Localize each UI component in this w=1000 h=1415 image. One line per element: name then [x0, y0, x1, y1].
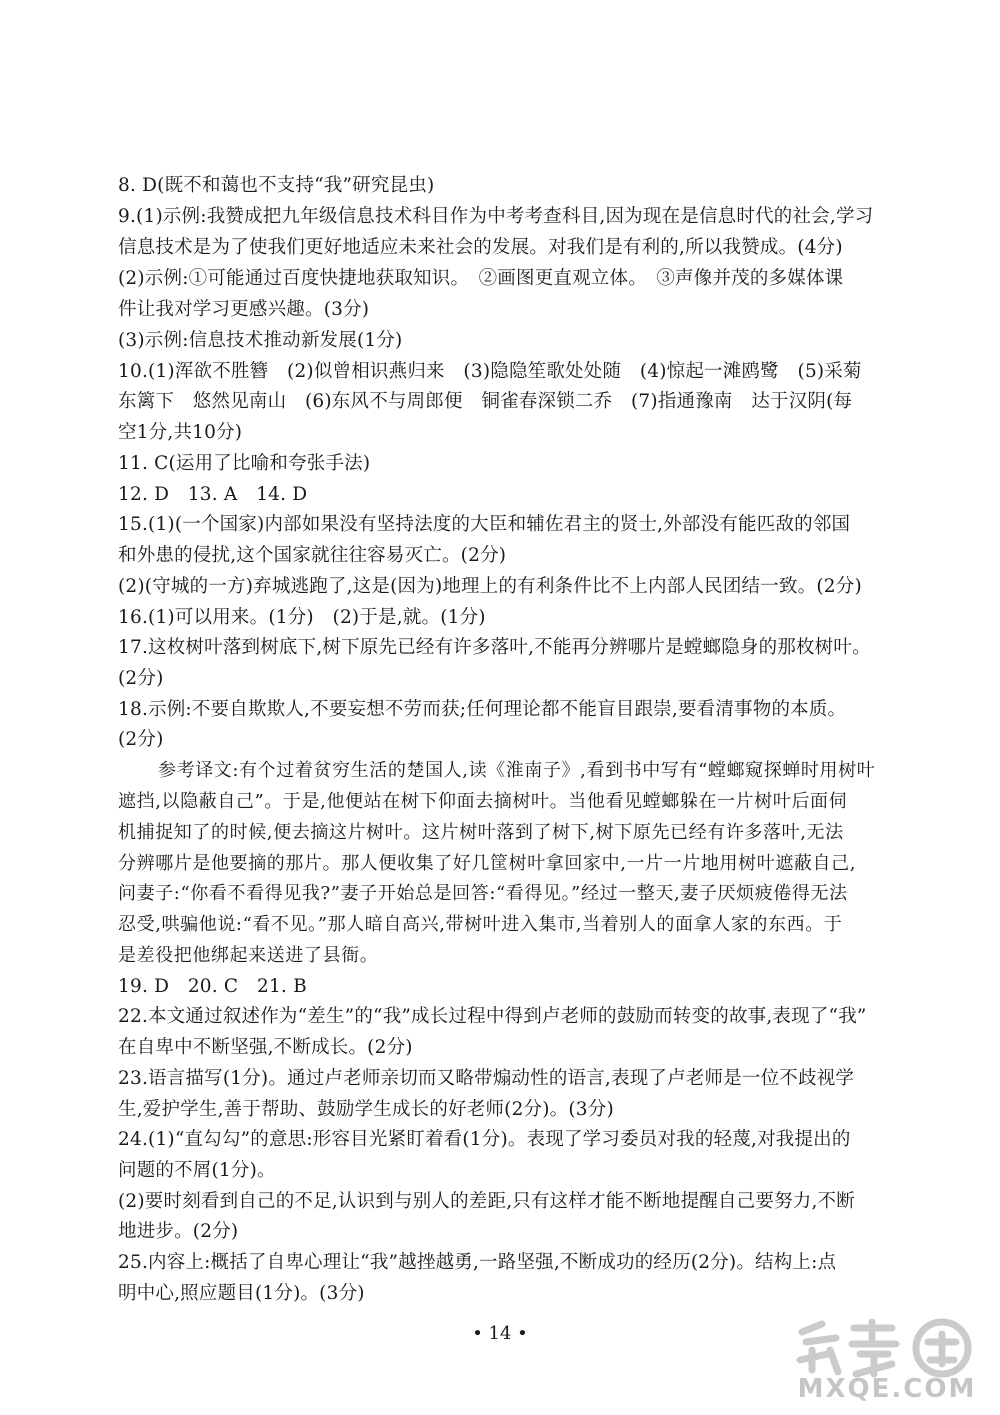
answer-line: (2)示例:①可能通过百度快捷地获取知识。 ②画图更直观立体。 ③声像并茂的多媒体课 — [118, 268, 844, 289]
answer-line: 15.(1)(一个国家)内部如果没有坚持法度的大臣和辅佐君主的贤士,外部没有能匹敌的邻国 — [118, 514, 851, 535]
answer-line: 16.(1)可以用来。(1分) (2)于是,就。(1分) — [118, 607, 486, 628]
answer-line: 和外患的侵扰,这个国家就往往容易灭亡。(2分) — [118, 545, 507, 566]
answer-line: 25.内容上:概括了自卑心理让“我”越挫越勇,一路坚强,不断成功的经历(2分)。结构上:点 — [118, 1252, 837, 1273]
answer-line: 问题的不屑(1分)。 — [118, 1160, 276, 1181]
watermark-url: MXQE.COM — [797, 1374, 977, 1404]
answer-line: 信息技术是为了使我们更好地适应未来社会的发展。对我们是有利的,所以我赞成。(4分) — [118, 237, 843, 258]
watermark — [792, 1314, 982, 1409]
answer-line: 18.示例:不要自欺欺人,不要妄想不劳而获;任何理论都不能盲目跟崇,要看清事物的本质。 — [118, 699, 847, 720]
answer-line: 19. D 20. C 21. B — [118, 976, 307, 997]
answer-line: (2)要时刻看到自己的不足,认识到与别人的差距,只有这样才能不断地提醒自己要努力,不断 — [118, 1191, 855, 1212]
translation-line: 忍受,哄骗他说:“看不见。”那人暗自高兴,带树叶进入集市,当着别人的面拿人家的东西。于 — [118, 914, 843, 935]
answer-line: (3)示例:信息技术推动新发展(1分) — [118, 330, 403, 351]
answer-line: 明中心,照应题目(1分)。(3分) — [118, 1283, 365, 1304]
translation-line: 是差役把他绑起来送进了县衙。 — [118, 945, 379, 966]
answer-line: 在自卑中不断坚强,不断成长。(2分) — [118, 1037, 413, 1058]
translation-line: 参考译文:有个过着贫穷生活的楚国人,读《淮南子》,看到书中写有“螳螂窥探蝉时用树叶 — [158, 760, 876, 781]
answer-line: 12. D 13. A 14. D — [118, 484, 308, 505]
answer-line: (2)(守城的一方)弃城逃跑了,这是(因为)地理上的有利条件比不上内部人民团结一致。(2分) — [118, 576, 862, 597]
translation-line: 问妻子:“你看不看得见我?”妻子开始总是回答:“看得见。”经过一整天,妻子厌烦疲倦得无法 — [118, 883, 848, 904]
answer-line: (2分) — [118, 668, 164, 689]
answer-line: (2分) — [118, 729, 164, 750]
answer-line: 17.这枚树叶落到树底下,树下原先已经有许多落叶,不能再分辨哪片是螳螂隐身的那枚树叶。 — [118, 637, 871, 658]
answer-line: 东篱下 悠然见南山 (6)东风不与周郎便 铜雀春深锁二乔 (7)指通豫南 达于汉阴(每 — [118, 391, 853, 412]
answer-line: 11. C(运用了比喻和夸张手法) — [118, 453, 371, 474]
page-number: • 14 • — [472, 1323, 528, 1344]
answer-line: 22.本文通过叙述作为“差生”的“我”成长过程中得到卢老师的鼓励而转变的故事,表现了“我” — [118, 1006, 867, 1027]
answer-line: 10.(1)浑欲不胜簪 (2)似曾相识燕归来 (3)隐隐笙歌处处随 (4)惊起一滩鸥鹭 (5)采菊 — [118, 361, 862, 382]
answer-line: 件让我对学习更感兴趣。(3分) — [118, 299, 370, 320]
translation-line: 机捕捉知了的时候,便去摘这片树叶。这片树叶落到了树下,树下原先已经有许多落叶,无法 — [118, 822, 844, 843]
answer-line: 23.语言描写(1分)。通过卢老师亲切而又略带煽动性的语言,表现了卢老师是一位不歧视学 — [118, 1068, 855, 1089]
answer-circle-logo-icon — [792, 1314, 982, 1378]
translation-line: 分辨哪片是他要摘的那片。那人便收集了好几筐树叶拿回家中,一片一片地用树叶遮蔽自己, — [118, 853, 857, 874]
answer-line: 24.(1)“直勾勾”的意思:形容目光紧盯着看(1分)。表现了学习委员对我的轻蔑,对我提出的 — [118, 1129, 851, 1150]
answer-line: 9.(1)示例:我赞成把九年级信息技术科目作为中考考查科目,因为现在是信息时代的社会,学习 — [118, 206, 874, 227]
answer-line: 地进步。(2分) — [118, 1221, 239, 1242]
translation-line: 遮挡,以隐蔽自己”。于是,他便站在树下仰面去摘树叶。当他看见螳螂躲在一片树叶后面伺 — [118, 791, 848, 812]
answer-line: 生,爱护学生,善于帮助、鼓励学生成长的好老师(2分)。(3分) — [118, 1099, 614, 1120]
answer-line: 空1分,共10分) — [118, 422, 243, 443]
answer-line: 8. D(既不和蔼也不支持“我”研究昆虫) — [118, 175, 435, 196]
